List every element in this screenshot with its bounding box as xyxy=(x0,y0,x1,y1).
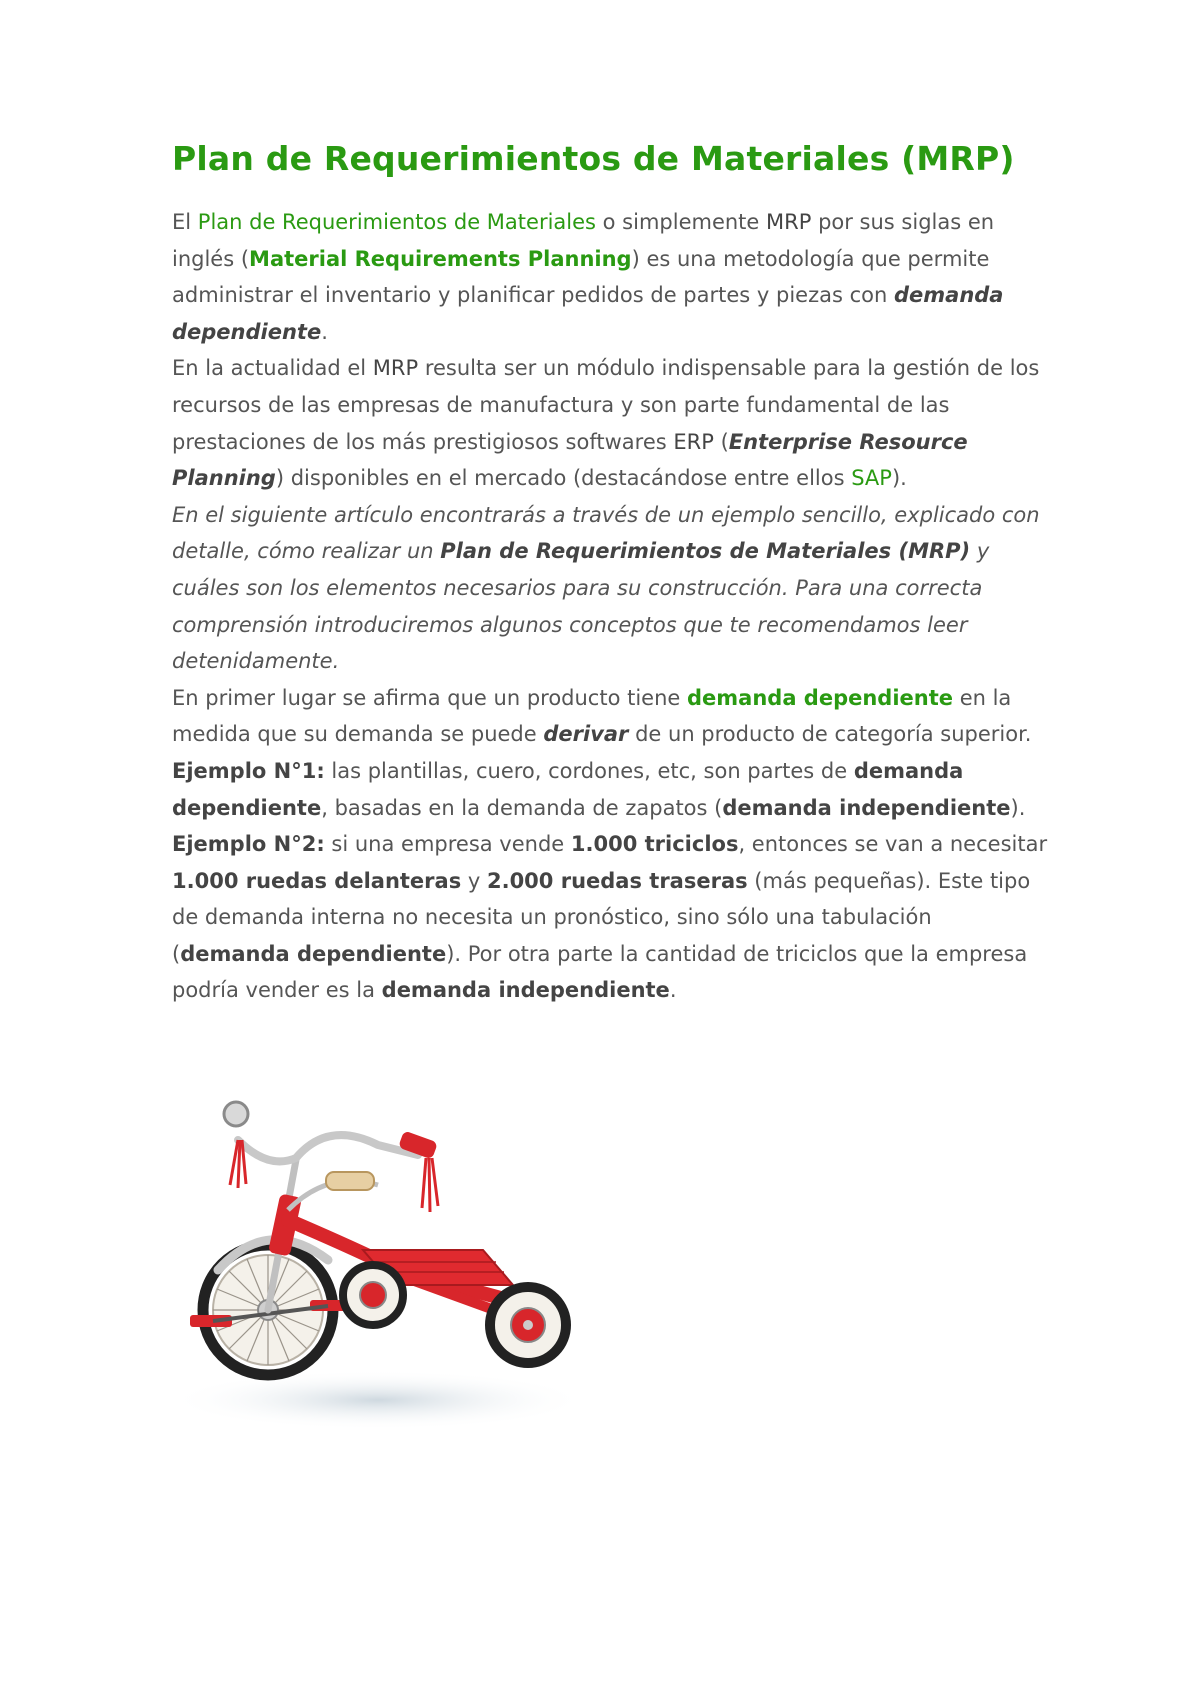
link-material-requirements-planning[interactable]: Material Requirements Planning xyxy=(249,246,632,271)
rear-wheel xyxy=(343,1265,403,1325)
text: . xyxy=(669,978,677,1003)
text: . xyxy=(321,319,328,344)
text: ) es una metodología que permite administrar el inventario y planificar pedidos de partes y piezas con xyxy=(172,246,990,308)
handlebar xyxy=(238,1135,418,1161)
text: las plantillas, cuero, cordones, etc, son partes de xyxy=(324,758,854,783)
text: En la actualidad el xyxy=(172,356,373,381)
text: ). xyxy=(1010,795,1026,820)
example-2-label: Ejemplo N°2: xyxy=(172,832,325,857)
text: , entonces se van a necesitar xyxy=(738,832,1048,857)
text: ( xyxy=(713,429,729,454)
bold-term: 2.000 ruedas traseras xyxy=(486,868,748,893)
article-intro-paragraph xyxy=(172,497,1052,680)
bold-term: 1.000 ruedas delanteras xyxy=(172,868,462,893)
definition-paragraph xyxy=(172,680,1052,753)
text: ). xyxy=(891,466,907,491)
emphasis-demanda-dependiente: demanda dependiente xyxy=(172,283,1004,344)
text: por sus siglas en inglés ( xyxy=(172,210,995,271)
link-demanda-dependiente[interactable]: demanda dependiente xyxy=(687,685,954,710)
intro-paragraph xyxy=(172,204,1052,350)
emphasis-derivar: derivar xyxy=(543,722,629,747)
bold-term: demanda independiente xyxy=(381,978,670,1003)
text: El xyxy=(172,210,198,234)
page-title: Plan de Requerimientos de Materiales (MRP) xyxy=(172,139,1015,178)
link-sap[interactable]: SAP xyxy=(851,466,892,491)
tricycle-icon xyxy=(178,1100,598,1430)
text: resulta ser un módulo indispensable para la gestión de los recursos de las empresas de manufactura y son parte fundamental de las prestaciones de los más prestigiosos softwares xyxy=(172,356,1040,454)
text: o simplemente xyxy=(595,210,767,234)
term-mrp: MRP xyxy=(766,210,812,234)
bold-term: demanda dependiente xyxy=(172,758,964,820)
example-1-paragraph xyxy=(172,753,1052,826)
text: y xyxy=(461,868,487,893)
example-2-paragraph xyxy=(172,826,1052,1009)
article-body xyxy=(172,138,1052,1009)
emphasis-enterprise-resource-planning: Enterprise Resource Planning xyxy=(172,429,968,491)
bold-term: 1.000 triciclos xyxy=(570,832,739,857)
bell xyxy=(224,1102,248,1126)
text: en la medida que su demanda se puede xyxy=(172,685,1012,747)
text: de un producto de categoría superior. xyxy=(628,722,1032,747)
text: En el siguiente artículo encontrarás a través de un ejemplo sencillo, explicado con detalle, cómo realizar un xyxy=(172,502,1040,564)
term-mrp: MRP xyxy=(372,356,419,381)
text: En primer lugar se afirma que un producto tiene xyxy=(172,685,688,710)
bold-term: demanda dependiente xyxy=(180,941,447,966)
text: , basadas en la demanda de zapatos ( xyxy=(321,795,723,820)
context-paragraph xyxy=(172,350,1052,496)
text: (más pequeñas). Este tipo de demanda interna no necesita un pronóstico, sino sólo una tabulación ( xyxy=(172,868,1031,966)
text: y cuáles son los elementos necesarios para su construcción. Para una correcta comprensión introduciremos algunos conceptos que te recomendamos leer detenidamente. xyxy=(172,539,990,674)
rear-wheel xyxy=(490,1287,566,1363)
text: si una empresa vende xyxy=(324,832,571,857)
shadow xyxy=(178,1370,588,1430)
link-mrp-plan[interactable]: Plan de Requerimientos de Materiales xyxy=(197,210,596,234)
example-1-label: Ejemplo N°1: xyxy=(172,758,325,783)
bold-term: demanda independiente xyxy=(722,795,1011,820)
text: ) disponibles en el mercado (destacándose entre ellos xyxy=(275,466,852,491)
emphasis-mrp-title: Plan de Requerimientos de Materiales (MRP) xyxy=(440,539,971,564)
term-erp: ERP xyxy=(673,429,714,454)
text: ). Por otra parte la cantidad de triciclos que la empresa podría vender es la xyxy=(172,941,1028,1003)
seat xyxy=(326,1172,374,1190)
